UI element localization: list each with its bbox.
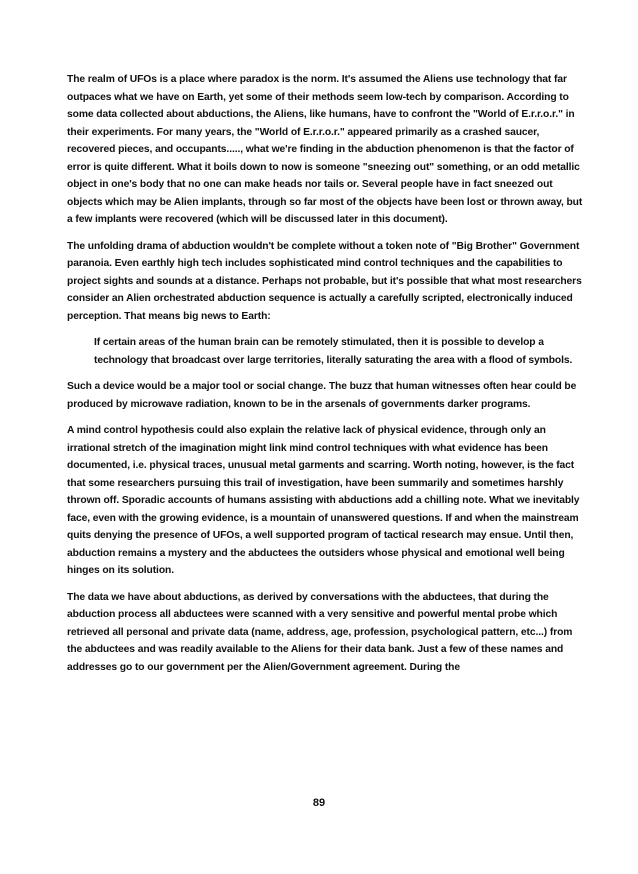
block-quote: If certain areas of the human brain can be remotely stimulated, then it is possible to develop a technology that broadcast over large territories, literally saturating the area with a flood of symbols. bbox=[94, 337, 573, 366]
paragraph-paradox: The realm of UFOs is a place where paradox is the norm. It's assumed the Aliens use technology that far outpaces what we have on Earth, yet some of their methods seem low-tech by comparison. According to some data collected about abductions, the Aliens, like humans, have to confront the "World of E.r.r.o.r." in their experiments. For many years, the "World of E.r.r.o.r." appeared primarily as a crashed saucer, recovered pieces, and occupants....., what we're finding in the abduction phenomenon is that the factor of error is quite different. What it boils down to now is someone "sneezing out" something, or an odd metallic object in one's body that no one can make heads nor tails or. Several people have in fact sneezed out objects which may be Alien implants, through so far most of the objects have been lost or thrown away, but a few implants were recovered (which will be discussed later in this document). bbox=[67, 74, 583, 225]
paragraph-device: Such a device would be a major tool or social change. The buzz that human witnesses often hear could be produced by microwave radiation, known to be in the arsenals of governments darker programs. bbox=[67, 381, 577, 410]
paragraph-big-brother: The unfolding drama of abduction wouldn't be complete without a token note of "Big Brother" Government paranoia. Even earthly high tech includes sophisticated mind control techniques and the capabilities to project sights and sounds at a distance. Perhaps not probable, but it's possible that what most researchers consider an Alien orchestrated abduction sequence is actually a carefully scripted, electronically induced perception. That means big news to Earth: bbox=[67, 240, 582, 322]
paragraph-mind-control: A mind control hypothesis could also explain the relative lack of physical evidence, through only an irrational stretch of the imagination might link mind control techniques with what evidence has been documented, i.e. physical traces, unusual metal garments and scarring. Worth noting, however, is the fact that some researchers pursuing this trail of investigation, have been summarily and sometimes harshly thrown off. Sporadic accounts of humans assisting with abductions add a chilling note. What we inevitably face, even with the growing evidence, is a mountain of unanswered questions. If and when the mainstream quits denying the presence of UFOs, a well supported program of tactical research may ensue. Until then, abduction remains a mystery and the abductees the outsiders whose physical and emotional well being hinges on its solution. bbox=[67, 425, 580, 576]
paragraph-data: The data we have about abductions, as derived by conversations with the abductees, that during the abduction process all abductees were scanned with a very sensitive and powerful mental probe which retrieved all personal and private data (name, address, age, profession, psychological pattern, etc...) from the abductees and was readily available to the Aliens for their data bank. Just a few of these names and addresses go to our government per the Alien/Government agreement. During the bbox=[67, 591, 573, 673]
body-text bbox=[67, 71, 583, 685]
page-number: 89 bbox=[312, 797, 326, 809]
